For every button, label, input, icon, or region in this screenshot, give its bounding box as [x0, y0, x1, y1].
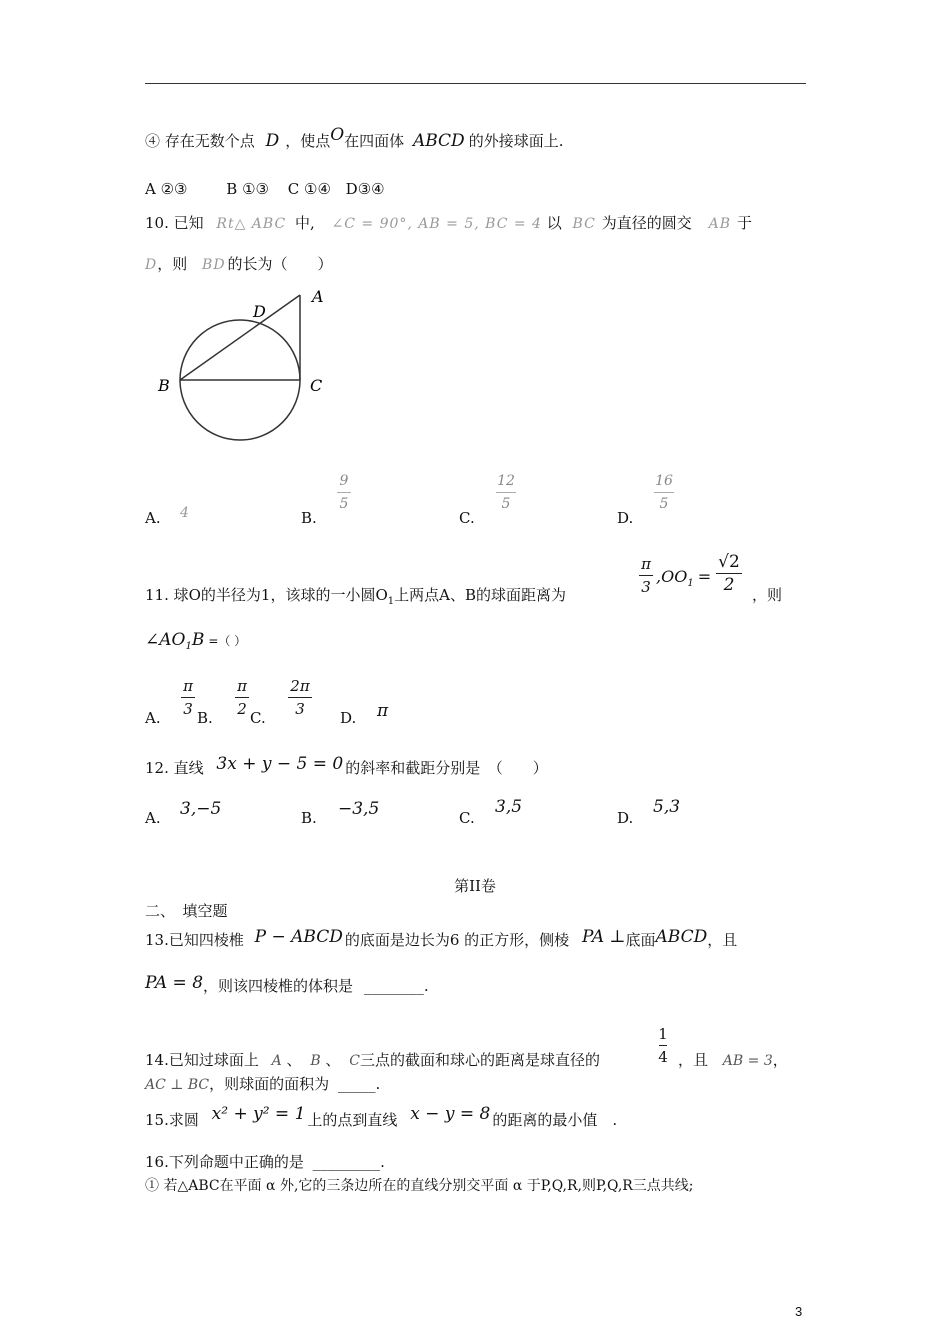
q13-pa8: PA = 8 [145, 973, 204, 993]
q12-option-c-value: 3,5 [495, 797, 523, 817]
q12-equation: 3x + y − 5 = 0 [216, 754, 344, 774]
q11-oo1 [656, 567, 711, 594]
q10-conditions: ∠C = 90°, AB = 5, BC = 4 [331, 216, 542, 232]
q12-option-b-value: −3,5 [338, 799, 380, 819]
q14-end: . [375, 1075, 381, 1093]
q13-text-4: ，且 [707, 931, 738, 949]
frac-den: 2 [237, 700, 247, 718]
q13-stem-2 [145, 973, 429, 996]
q9-option-b: B ①③ [226, 180, 269, 198]
frac-den: 3 [641, 578, 651, 596]
q14-text-4: ，则球面的面积为 [209, 1075, 330, 1093]
q13-stem [145, 927, 738, 950]
q14-stem [145, 1050, 600, 1071]
q12-option-a-value: 3,−5 [180, 799, 222, 819]
q11-option-b-fraction [232, 675, 252, 720]
q12-stem [145, 754, 548, 778]
q11-angle-text: ∠AO [145, 630, 186, 650]
frac-num: π [183, 677, 193, 695]
q16-blank: _________ [312, 1153, 381, 1171]
q10-text-yi: 以 [546, 214, 562, 232]
q10-triangle: Rt△ ABC [216, 216, 287, 232]
section-part: 二、 填空题 [145, 902, 228, 920]
q11-option-d-label: D. [340, 709, 357, 727]
label-d: D [253, 302, 266, 321]
item-4-text-c: 在四面体 [344, 132, 405, 150]
q15-text-2: 上的点到直线 [307, 1111, 398, 1129]
q10-option-a-value: 4 [180, 505, 190, 521]
q11-sub: 1 [387, 596, 395, 607]
q11-oo1-text: ,OO [656, 567, 688, 586]
q9-option-d: D③④ [345, 180, 385, 198]
q15-line: x − y = 8 [410, 1104, 491, 1124]
frac-num: 2π [290, 677, 310, 695]
q10-option-a-label: A. [145, 509, 161, 527]
q14-blank: _____ [337, 1075, 376, 1093]
q10-stem [145, 213, 752, 234]
q10-bd: BD [202, 257, 226, 273]
q11-text: 11. 球O的半径为1，该球的一小圆O [145, 586, 388, 604]
q14-sep1: 、 [286, 1051, 302, 1069]
frac-num: π [641, 555, 651, 573]
label-b: B [158, 376, 170, 395]
q12-option-a-label: A. [145, 809, 161, 827]
q14-c: C [349, 1053, 360, 1069]
q10-option-c-fraction [493, 470, 519, 515]
q13-pyramid: P − ABCD [254, 927, 343, 947]
q14-comma: ， [772, 1051, 788, 1069]
q10-option-c-label: C. [459, 509, 475, 527]
header-rule [145, 83, 806, 84]
frac-den: 5 [501, 496, 511, 512]
q15-text-3: 的距离的最小值 . [492, 1111, 618, 1129]
var-abcd: ABCD [412, 131, 465, 151]
q9-options [145, 179, 385, 199]
frac-den: 2 [723, 575, 735, 595]
q11-text-2: 上两点A、B的球面距离为 [394, 586, 566, 604]
var-o: O [330, 125, 345, 145]
frac-num: 12 [497, 473, 515, 489]
q14-text-3: ，且 [678, 1051, 709, 1069]
q12-option-c-label: C. [459, 809, 475, 827]
q10-stem-2 [145, 254, 333, 275]
frac-num: π [237, 677, 247, 695]
q10-text-yu: 于 [737, 214, 753, 232]
q14-stem-2 [145, 1074, 380, 1095]
frac-den: 5 [339, 496, 349, 512]
q13-text: 13.已知四棱椎 [145, 931, 244, 949]
q13-end: . [423, 977, 429, 995]
frac-num: 9 [339, 473, 349, 489]
frac-den: 3 [183, 700, 193, 718]
q11-option-a-fraction [178, 675, 198, 720]
q14-text-2: 三点的截面和球心的距离是球直径的 [359, 1051, 600, 1069]
q14-b: B [310, 1053, 321, 1069]
q11-option-a-label: A. [145, 709, 161, 727]
q12-text: 12. 直线 [145, 759, 204, 777]
section-title: 第II卷 [454, 877, 496, 895]
q14-text: 14.已知过球面上 [145, 1051, 259, 1069]
q15-text: 15.求圆 [145, 1111, 199, 1129]
frac-den: 3 [295, 700, 305, 718]
q10-number: 10. 已知 [145, 214, 204, 232]
q16-item-1: ① 若△ABC在平面 α 外,它的三条边所在的直线分别交平面 α 于P,Q,R,则P,Q,R三点共线; [145, 1178, 694, 1194]
q11-stem [145, 585, 566, 612]
frac-num: 16 [655, 473, 673, 489]
q13-text-2: 的底面是边长为6 的正方形，侧棱 [344, 931, 570, 949]
q11-text-ze: ，则 [752, 586, 783, 604]
q14-ab3: AB = 3 [722, 1053, 773, 1069]
q11-angle-sub: 1 [185, 641, 192, 652]
label-c: C [310, 376, 323, 395]
q10-option-b-fraction [333, 470, 355, 515]
page-number: 3 [795, 1304, 803, 1319]
q10-ab: AB [708, 216, 731, 232]
item-4-text: ④ 存在无数个点 [145, 132, 255, 150]
var-d: D [265, 131, 280, 151]
item-4-text-b: ，使点 [285, 132, 331, 150]
q10-text-zhong: 中, [294, 214, 315, 232]
q9-option-a: A ②③ [145, 180, 188, 198]
q12-text-2: 的斜率和截距分别是 （ ） [345, 759, 548, 777]
q14-fraction [656, 1023, 670, 1068]
q10-option-b-label: B. [301, 509, 317, 527]
item-4-text-d: 的外接球面上. [468, 132, 564, 150]
q11-option-c-fraction [286, 675, 314, 720]
q14-sep2: 、 [325, 1051, 341, 1069]
q16-end: . [380, 1153, 385, 1171]
q10-option-d-fraction [651, 470, 677, 515]
q13-pa-perp: PA ⊥ [581, 927, 626, 947]
q13-abcd: ABCD [655, 927, 708, 947]
item-4 [145, 125, 564, 151]
q10-bc: BC [572, 216, 596, 232]
frac-num: √2 [718, 552, 740, 572]
q12-option-b-label: B. [301, 809, 317, 827]
q12-option-d-label: D. [617, 809, 634, 827]
q10-option-d-label: D. [617, 509, 634, 527]
q11-option-d-value: π [377, 701, 389, 721]
q9-option-c: C ①④ [287, 180, 331, 198]
frac-den: 4 [658, 1048, 668, 1066]
q10-text-ze: ，则 [157, 255, 188, 273]
q10-figure [140, 280, 340, 455]
q14-perp: AC ⊥ BC [145, 1077, 210, 1093]
label-a: A [312, 287, 324, 306]
q11-option-b-label: B. [197, 709, 213, 727]
q11-eq2: =（ ） [208, 634, 247, 648]
q16-stem [145, 1152, 385, 1172]
q11-oo1-sub: 1 [687, 578, 694, 590]
q16-text: 16.下列命题中正确的是 [145, 1153, 304, 1171]
q11-eq: = [697, 567, 712, 586]
q13-blank: ________ [363, 977, 424, 995]
q15-circle: x² + y² = 1 [211, 1104, 306, 1124]
frac-num: 1 [658, 1025, 668, 1043]
q14-a: A [271, 1053, 282, 1069]
q10-d: D [145, 257, 158, 273]
q12-option-d-value: 5,3 [653, 797, 681, 817]
q11-angle-b: B [191, 630, 205, 650]
q15-stem [145, 1104, 618, 1130]
q13-text-3: 底面 [625, 931, 656, 949]
q10-text-len: 的长为（ ） [227, 255, 333, 273]
q14-stem-tail [678, 1050, 788, 1071]
q11-option-c-label: C. [250, 709, 266, 727]
q11-distance-fraction [636, 553, 656, 598]
q10-text-dia: 为直径的圆交 [601, 214, 692, 232]
q11-oo1-fraction [714, 551, 744, 596]
q13-text-5: ，则该四棱椎的体积是 [203, 977, 354, 995]
q11-angle [145, 630, 246, 657]
frac-den: 5 [659, 496, 669, 512]
